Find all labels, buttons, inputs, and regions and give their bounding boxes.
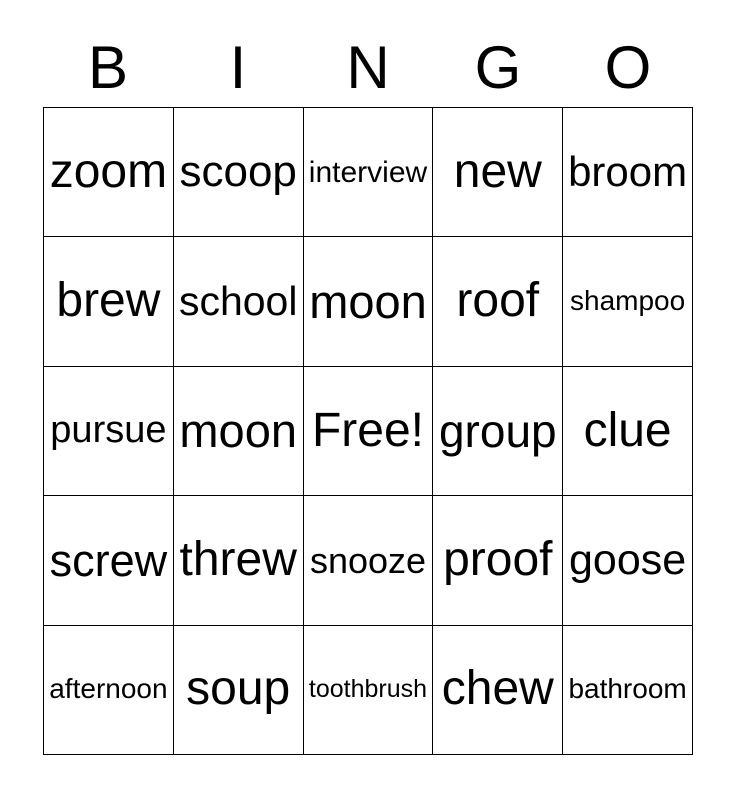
cell-text: moon [179,404,297,458]
bingo-cell[interactable] [44,625,174,754]
cell-text: brew [56,274,161,328]
cell-text: chew [441,662,554,716]
bingo-cell[interactable] [303,237,433,366]
cell-text: toothbrush [308,675,428,704]
cell-text: shampoo [570,285,686,317]
title-letter-o: O [604,34,652,101]
cell-text: scoop [179,147,297,196]
grid-row [44,237,693,366]
cell-text: proof [443,532,553,586]
cell-text: roof [456,274,540,328]
bingo-cell[interactable] [433,366,563,495]
cell-text: interview [308,155,428,189]
bingo-cell[interactable] [433,237,563,366]
bingo-cell[interactable] [44,366,174,495]
cell-text: screw [49,534,168,586]
bingo-cell[interactable] [173,237,303,366]
grid-row [44,625,693,754]
cell-text: zoom [49,144,168,198]
grid-row [44,366,693,495]
cell-text: goose [569,535,687,584]
cell-text: moon [309,274,427,328]
bingo-grid [43,107,693,755]
bingo-cell[interactable] [173,366,303,495]
cell-text: soup [186,662,291,716]
cell-text: pursue [50,409,167,452]
cell-text: new [453,144,542,198]
cell-text: snooze [309,539,427,581]
bingo-cell[interactable] [303,108,433,237]
title-letter-n: N [346,34,390,101]
bingo-cell[interactable] [563,108,693,237]
cell-text: threw [179,532,297,586]
bingo-cell[interactable] [563,366,693,495]
bingo-cell[interactable] [433,496,563,625]
bingo-cell[interactable] [44,108,174,237]
bingo-cell[interactable] [563,237,693,366]
bingo-cell[interactable] [303,496,433,625]
cell-text: afternoon [49,673,168,705]
cell-text: Free! [311,403,424,457]
title-letter-i: I [229,34,247,101]
bingo-cell[interactable] [563,625,693,754]
bingo-cell[interactable] [173,108,303,237]
grid-row [44,108,693,237]
cell-text: clue [583,403,672,457]
bingo-cell[interactable] [173,496,303,625]
bingo-cell[interactable] [433,108,563,237]
cell-text: bathroom [568,673,687,705]
bingo-cell[interactable] [563,496,693,625]
bingo-title [43,36,693,100]
bingo-cell[interactable] [303,625,433,754]
title-letter-g: G [474,34,522,101]
bingo-cell[interactable] [44,496,174,625]
bingo-cell[interactable] [44,237,174,366]
bingo-cell[interactable] [433,625,563,754]
free-cell[interactable] [303,366,433,495]
cell-text: school [178,278,298,325]
cell-text: broom [568,148,688,196]
bingo-cell[interactable] [173,625,303,754]
cell-text: group [438,404,557,457]
grid-row [44,496,693,625]
title-letter-b: B [87,34,129,101]
